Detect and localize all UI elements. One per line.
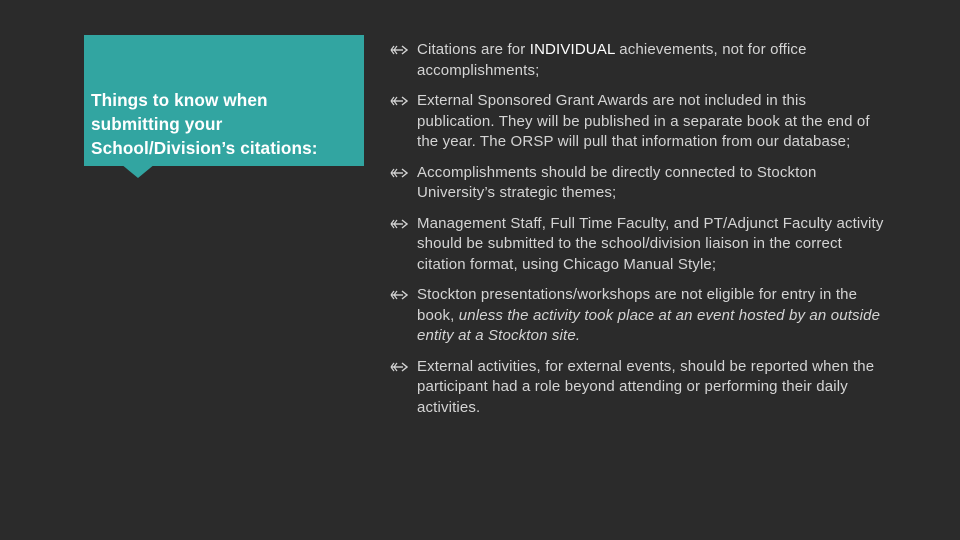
bullet-item-presentations [388, 285, 888, 347]
feather-arrow-icon [390, 361, 408, 373]
bullet-text: Accomplishments should be directly connected to Stockton University’s strategic themes; [417, 163, 817, 201]
feather-arrow-icon [390, 167, 408, 179]
callout-line-3: School/Division’s citations: [91, 138, 318, 158]
feather-arrow-icon [390, 44, 408, 56]
feather-arrow-icon [390, 289, 408, 301]
bullet-text: Management Staff, Full Time Faculty, and PT/Adjunct Faculty activity should be submitted to the school/division liaison in the correct citation format, using Chicago Manual Style; [417, 214, 884, 273]
callout-pointer [121, 164, 155, 178]
callout-line-1: Things to know when [91, 90, 268, 110]
callout-line-2: submitting your [91, 114, 223, 134]
bullet-item-external-activities [388, 357, 888, 419]
bullet-text: Stockton presentations/workshops are not eligible for entry in the book, unless the activity took place at an event hosted by an outside entity at a Stockton site. [417, 286, 881, 344]
bullet-list [388, 40, 888, 418]
bullet-text: External activities, for external events, should be reported when the participant had a role beyond attending or performing their daily activities. [417, 357, 875, 416]
bullet-item-themes [388, 163, 888, 204]
bullet-item-staff-faculty [388, 214, 888, 276]
bullet-item-grants [388, 91, 888, 153]
feather-arrow-icon [390, 218, 408, 230]
bullet-text: External Sponsored Grant Awards are not included in this publication. They will be published in a separate book at the end of the year. The ORSP will pull that information from our database; [417, 92, 870, 150]
bullet-text: Citations are for INDIVIDUAL achievements, not for office accomplishments; [417, 41, 807, 79]
callout-heading [91, 88, 361, 160]
feather-arrow-icon [390, 95, 408, 107]
bullet-item-individual [388, 40, 888, 81]
